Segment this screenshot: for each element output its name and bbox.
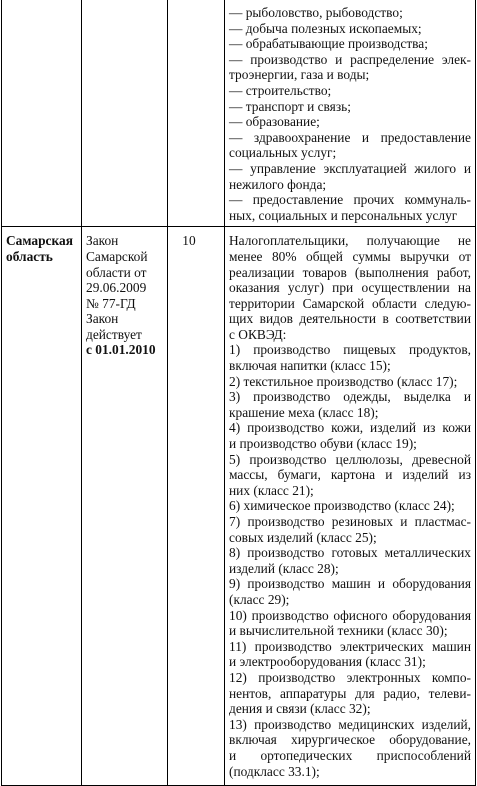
law-cell <box>82 227 168 786</box>
conditions-cell <box>225 227 476 786</box>
tax-rate-value: 10 <box>182 233 196 249</box>
condition-line: 2) текстильное производство (класс 17); <box>229 373 458 389</box>
condition-line: 7) производство резиновых и пластмас- <box>229 514 471 529</box>
activity-line: — производство и распределение элек- <box>229 51 471 67</box>
activity-line: — транспорт и связь; <box>229 98 351 114</box>
condition-line: 11) производство электрических машин <box>229 638 471 654</box>
activity-line: социальных услуг; <box>229 145 337 161</box>
law-line: области от <box>86 264 147 280</box>
activity-line: — предоставление прочих коммуналь- <box>229 192 471 208</box>
condition-line: 6) химическое производство (класс 24); <box>229 498 455 514</box>
activity-line: нежилого фонда; <box>229 176 327 192</box>
condition-line: оказания услуг) при осуществлении на <box>229 280 471 296</box>
activity-line: — добыча полезных ископаемых; <box>229 20 422 36</box>
condition-line: 9) производство машин и оборудования <box>229 576 471 592</box>
condition-line: 12) производство электронных компо- <box>229 669 471 685</box>
activity-line: — здравоохранение и предоставление <box>229 129 471 145</box>
law-line: № 77-ГД <box>86 295 136 311</box>
condition-line: 1) производство пищевых продуктов, <box>229 342 471 358</box>
law-line: 29.06.2009 <box>86 280 147 296</box>
condition-line: менее 80% общей суммы выручки от <box>229 248 471 264</box>
table-row-continued <box>2 0 476 227</box>
condition-line: них (класс 21); <box>229 482 314 498</box>
condition-line: и ортопедических приспособлений <box>229 747 471 763</box>
rate-cell <box>168 227 225 786</box>
condition-line: реализации товаров (выполнения работ, <box>229 264 471 280</box>
condition-line: Налогоплательщики, получающие не <box>229 233 471 249</box>
condition-line: и электрооборудования (класс 31); <box>229 654 426 670</box>
law-cell-empty <box>82 0 168 227</box>
law-line: Закон <box>86 233 119 249</box>
conditions-cell-continued <box>225 0 476 227</box>
region-cell-empty <box>2 0 82 227</box>
condition-line: и вычислительной техники (класс 30); <box>229 623 448 639</box>
condition-line: включая хирургическое оборудование, <box>229 732 471 748</box>
activity-line: — строительство; <box>229 82 332 98</box>
condition-line: совых изделий (класс 25); <box>229 529 377 545</box>
law-effective-date: с 01.01.2010 <box>86 342 156 358</box>
activity-line: троэнергии, газа и воды; <box>229 67 370 83</box>
activity-line: ных, социальных и персональных услуг <box>229 207 458 223</box>
region-name-line: область <box>6 248 53 264</box>
condition-line: крашение меха (класс 18); <box>229 404 379 420</box>
table-row-samara <box>2 227 476 786</box>
condition-line: 10) производство офисного оборудования <box>229 607 471 623</box>
condition-line: 13) производство медицинских изделий, <box>229 716 471 732</box>
activity-line: — обрабатывающие производства; <box>229 36 428 52</box>
law-line: Закон <box>86 311 119 327</box>
condition-line: щих видов деятельности в соответствии <box>229 311 471 327</box>
condition-line: территории Самарской области следую- <box>229 295 471 311</box>
region-name-line: Самарская <box>6 233 73 249</box>
condition-line: (класс 29); <box>229 591 290 607</box>
condition-line: с ОКВЭД: <box>229 326 287 342</box>
condition-line: массы, бумаги, картона и изделий из <box>229 467 471 483</box>
activity-line: — управление эксплуатацией жилого и <box>229 160 471 176</box>
condition-line: 3) производство одежды, выделка и <box>229 389 471 405</box>
law-line: действует <box>86 326 142 342</box>
law-line: Самарской <box>86 248 148 264</box>
condition-line: нентов, аппаратуры для радио, телеви- <box>229 685 471 701</box>
condition-line: и производство обуви (класс 19); <box>229 436 417 452</box>
condition-line: (подкласс 33.1); <box>229 763 320 779</box>
rate-cell-empty <box>168 0 225 227</box>
activity-line: — рыболовство, рыбоводство; <box>229 5 403 20</box>
condition-line: изделий (класс 28); <box>229 560 339 576</box>
regional-tax-rates-table <box>1 0 476 786</box>
condition-line: дения и связи (класс 32); <box>229 701 371 717</box>
condition-line: 4) производство кожи, изделий из кожи <box>229 420 471 436</box>
region-cell <box>2 227 82 786</box>
condition-line: включая напитки (класс 15); <box>229 358 391 374</box>
condition-line: 8) производство готовых металлических <box>229 545 471 561</box>
activity-line: — образование; <box>229 114 320 130</box>
condition-line: 5) производство целлюлозы, древесной <box>229 451 471 467</box>
